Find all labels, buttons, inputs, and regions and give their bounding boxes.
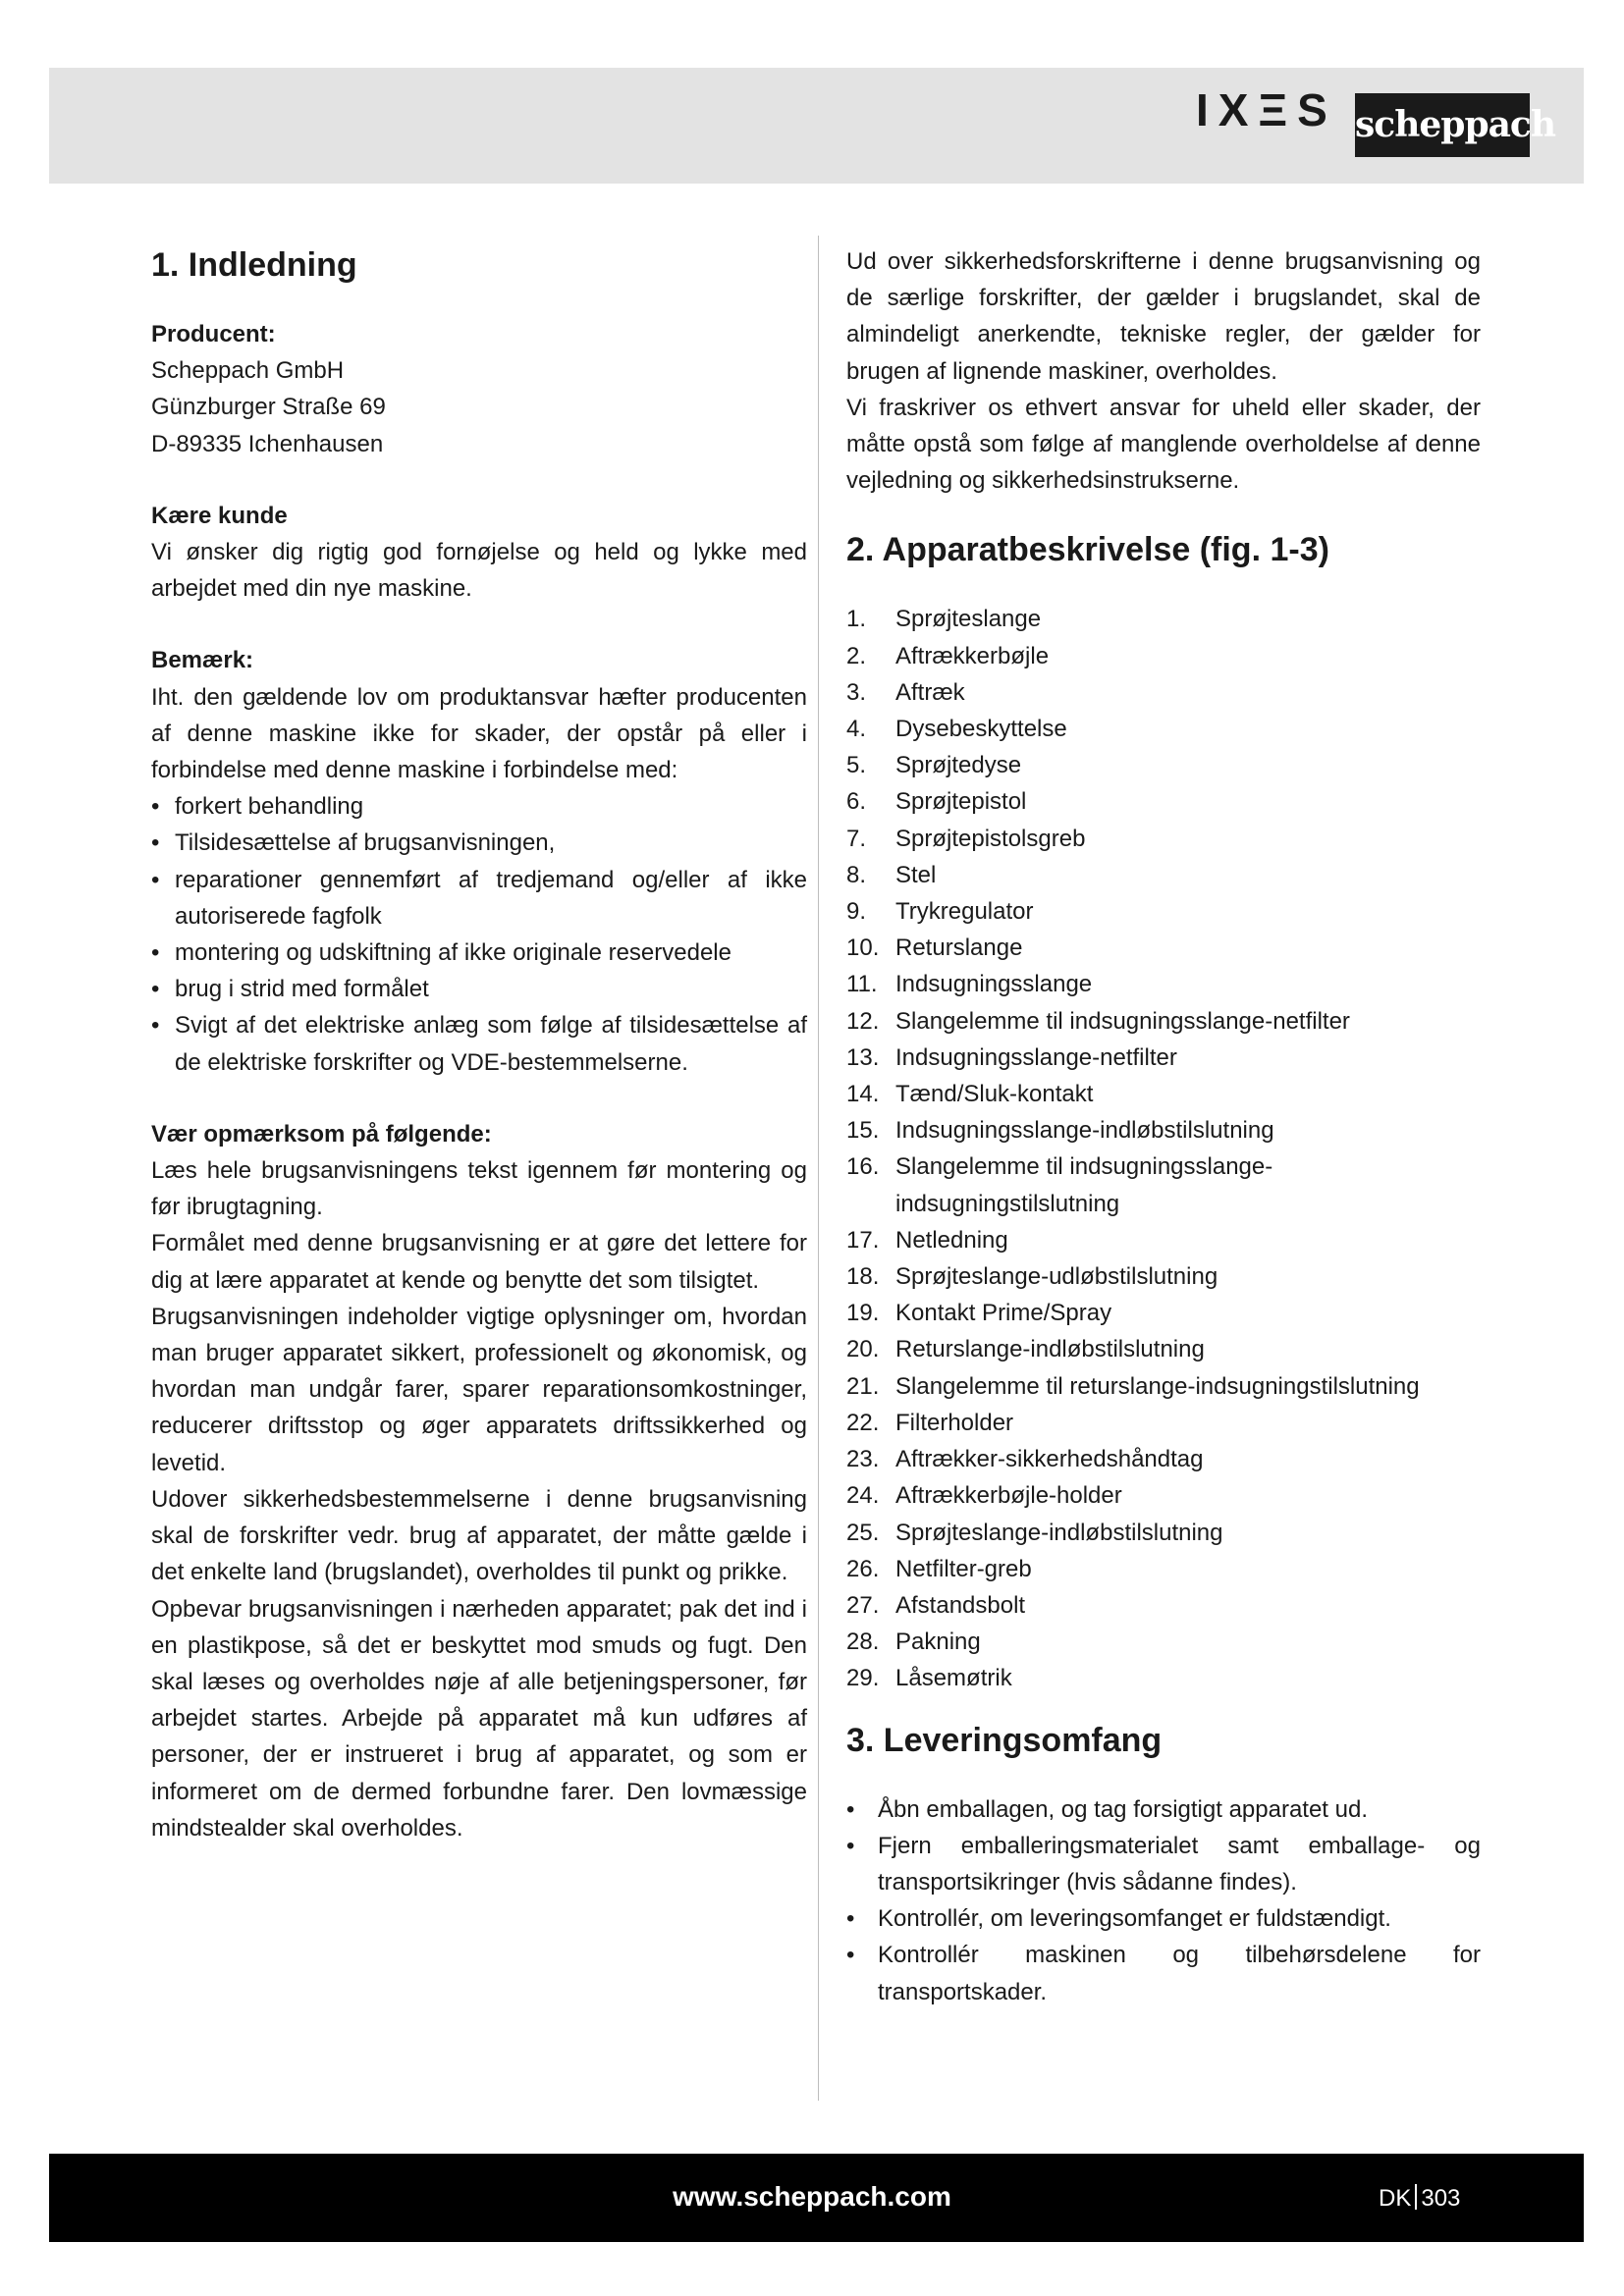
header-band: [49, 68, 1584, 184]
scheppach-logo: scheppach: [1355, 93, 1530, 157]
producer-line: D-89335 Ichenhausen: [151, 430, 384, 457]
list-item-text: Stel: [895, 861, 937, 888]
list-item-text: Indsugningsslange: [895, 971, 1093, 998]
list-item: • montering og udskiftning af ikke originale reservedele: [151, 934, 807, 971]
language-code: DK: [1379, 2185, 1412, 2212]
list-item: [846, 747, 1481, 783]
list-item-number: 13.: [846, 1043, 880, 1071]
list-item-text: Trykregulator: [895, 898, 1034, 926]
attention-paragraph: Formålet med denne brugsanvisning er at gøre det lettere for dig at lære apparatet at kende og benytte det som tilsigtet.: [151, 1230, 807, 1294]
list-item: • Åbn emballagen, og tag forsigtigt apparatet ud.: [846, 1791, 1481, 1828]
list-item-text: Aftrækkerbøjle-holder: [895, 1482, 1122, 1510]
list-item-number: 15.: [846, 1117, 880, 1145]
list-item-number: 6.: [846, 788, 867, 816]
list-item-text: Pakning: [895, 1629, 981, 1656]
list-item-number: 29.: [846, 1665, 880, 1692]
intro-paragraph: Vi fraskriver os ethvert ansvar for uheld eller skader, der måtte opstå som følge af manglende overholdelse af denne vejledning og sikkerhedsinstrukserne.: [846, 394, 1481, 495]
list-item-text: Indsugningsslange-indløbstilslutning: [895, 1117, 1274, 1145]
list-item-number: 12.: [846, 1007, 880, 1035]
list-item: • Kontrollér maskinen og tilbehørsdelene for transportskader.: [846, 1937, 1481, 2009]
list-item-number: 19.: [846, 1300, 880, 1327]
list-item-number: 27.: [846, 1591, 880, 1619]
list-item-number: 24.: [846, 1482, 880, 1510]
list-item-number: 10.: [846, 934, 880, 962]
list-item-text: Aftrækkerbøjle: [895, 642, 1050, 669]
left-column: [151, 243, 807, 1846]
list-item: [846, 1368, 1481, 1405]
list-item-text: Indsugningsslange-netfilter: [895, 1043, 1177, 1071]
attention-paragraph: Brugsanvisningen indeholder vigtige oplysninger om, hvordan man bruger apparatet sikkert, professionelt og økonomisk, og hvordan man undgår farer, sparer reparationsomkostninger, reducerer driftsstop og øger apparatets driftssikkerhed og levetid.: [151, 1303, 807, 1476]
list-item: [846, 1076, 1481, 1112]
list-item: [846, 966, 1481, 1002]
list-item-text: Filterholder: [895, 1409, 1014, 1436]
list-item: [846, 1258, 1481, 1295]
note-text: Iht. den gældende lov om produktansvar hæfter producenten af denne maskine ikke for skader, der opstår på eller i forbindelse med denne maskine i forbindelse med:: [151, 683, 807, 784]
list-item: [846, 1222, 1481, 1258]
list-item-number: 14.: [846, 1081, 880, 1108]
list-item-text: Netfilter-greb: [895, 1555, 1032, 1582]
producer-label: Producent:: [151, 321, 276, 347]
footer-page-number: [1379, 2183, 1460, 2215]
dear-customer-text: Vi ønsker dig rigtig god fornøjelse og held og lykke med arbejdet med din nye maskine.: [151, 539, 807, 603]
list-item: [846, 821, 1481, 857]
list-item-number: 28.: [846, 1629, 880, 1656]
list-item-text: Aftrækker-sikkerhedshåndtag: [895, 1446, 1204, 1473]
list-item-text: Returslange: [895, 934, 1023, 962]
list-item: • Fjern emballeringsmaterialet samt emballage- og transportsikringer (hvis sådanne findes).: [846, 1828, 1481, 1900]
list-item: [846, 1040, 1481, 1076]
list-item-text: Slangelemme til indsugningsslange-netfilter: [895, 1007, 1350, 1035]
list-item: • Kontrollér, om leveringsomfanget er fuldstændigt.: [846, 1900, 1481, 1937]
list-item-number: 16.: [846, 1153, 880, 1181]
list-item: [846, 893, 1481, 930]
list-item-number: 2.: [846, 642, 867, 669]
list-item-number: 4.: [846, 716, 867, 743]
separator: [1415, 2184, 1417, 2210]
list-item: [846, 1660, 1481, 1696]
list-item-number: 1.: [846, 606, 867, 633]
column-divider: [818, 236, 819, 2101]
list-item: • forkert behandling: [151, 788, 807, 825]
ixes-logo: IXΞS: [1196, 84, 1337, 135]
list-item: • Tilsidesættelse af brugsanvisningen,: [151, 825, 807, 861]
list-item-number: 22.: [846, 1409, 880, 1436]
list-item: [846, 857, 1481, 893]
note-bullet-list: [151, 788, 807, 1081]
list-item-text: Sprøjteslange-indløbstilslutning: [895, 1519, 1223, 1546]
list-item-text: Kontakt Prime/Spray: [895, 1300, 1112, 1327]
attention-label: Vær opmærksom på følgende:: [151, 1120, 492, 1148]
list-item: [846, 1477, 1481, 1514]
section-3-title: 3. Leveringsomfang: [846, 1721, 1163, 1759]
intro-paragraph: Ud over sikkerhedsforskrifterne i denne brugsanvisning og de særlige forskrifter, der gælder i brugslandet, skal de almindeligt anerkendte, tekniske regler, der gælder for brugen af lignende maskiner, overholdes.: [846, 248, 1481, 385]
list-item-number: 8.: [846, 861, 867, 888]
list-item-number: 5.: [846, 752, 867, 779]
list-item-number: 18.: [846, 1263, 880, 1291]
list-item: [846, 1551, 1481, 1587]
list-item-text: Sprøjteslange-udløbstilslutning: [895, 1263, 1218, 1291]
producer-line: Scheppach GmbH: [151, 357, 345, 385]
producer-line: Günzburger Straße 69: [151, 394, 386, 421]
section-2-title: 2. Apparatbeskrivelse (fig. 1-3): [846, 531, 1329, 569]
list-item-text: Returslange-indløbstilslutning: [895, 1336, 1205, 1363]
list-item: • brug i strid med formålet: [151, 971, 807, 1007]
list-item-text: Dysebeskyttelse: [895, 716, 1067, 743]
list-item-text: Afstandsbolt: [895, 1591, 1026, 1619]
list-item: • reparationer gennemført af tredjemand og/eller af ikke autoriserede fagfolk: [151, 862, 807, 934]
list-item-text: Sprøjtepistol: [895, 788, 1027, 816]
list-item: [846, 601, 1481, 637]
list-item-number: 23.: [846, 1446, 880, 1473]
list-item-text: Låsemøtrik: [895, 1665, 1012, 1692]
page-number: 303: [1421, 2185, 1461, 2212]
list-item-text: Slangelemme til indsugningsslange-indsugningstilslutning: [895, 1153, 1273, 1217]
list-item-text: Sprøjtedyse: [895, 752, 1022, 779]
list-item: [846, 1148, 1481, 1221]
parts-list: [846, 601, 1481, 1696]
list-item-number: 9.: [846, 898, 867, 926]
attention-paragraph: Opbevar brugsanvisningen i nærheden apparatet; pak det ind i en plastikpose, så det er beskyttet mod smuds og fugt. Den skal læses og overholdes nøje af alle betjeningspersoner, før arbejdet startes. Arbejde på apparatet må kun udføres af personer, der er instrueret i brug af apparatet, og som er informeret om de dermed forbundne farer. Den lovmæssige mindstealder skal overholdes.: [151, 1595, 807, 1842]
list-item: [846, 1515, 1481, 1551]
list-item: [846, 1331, 1481, 1367]
list-item: [846, 783, 1481, 820]
list-item: [846, 1441, 1481, 1477]
list-item-text: Sprøjteslange: [895, 606, 1042, 633]
list-item: [846, 1003, 1481, 1040]
list-item: [846, 711, 1481, 747]
list-item: [846, 1112, 1481, 1148]
list-item-number: 3.: [846, 678, 867, 706]
attention-paragraph: Udover sikkerhedsbestemmelserne i denne brugsanvisning skal de forskrifter vedr. brug af apparatet, der måtte gælde i det enkelte land (brugslandet), overholdes til punkt og prikke.: [151, 1485, 807, 1586]
list-item-number: 11.: [846, 971, 878, 998]
attention-paragraph: Læs hele brugsanvisningens tekst igennem før montering og før ibrugtagning.: [151, 1157, 807, 1221]
list-item-text: Slangelemme til returslange-indsugningstilslutning: [895, 1372, 1420, 1400]
delivery-bullet-list: [846, 1791, 1481, 2010]
list-item: [846, 930, 1481, 966]
section-1-title: 1. Indledning: [151, 246, 357, 284]
footer-website-link[interactable]: www.scheppach.com: [673, 2181, 951, 2212]
list-item: [846, 1624, 1481, 1660]
list-item: [846, 1587, 1481, 1624]
list-item-number: 20.: [846, 1336, 880, 1363]
list-item: [846, 638, 1481, 674]
dear-customer-label: Kære kunde: [151, 502, 288, 529]
right-column: [846, 243, 1481, 2010]
list-item-text: Aftræk: [895, 678, 965, 706]
list-item-text: Tænd/Sluk-kontakt: [895, 1081, 1094, 1108]
list-item-text: Sprøjtepistolsgreb: [895, 825, 1086, 852]
list-item: [846, 1295, 1481, 1331]
list-item: [846, 674, 1481, 711]
list-item: [846, 1405, 1481, 1441]
list-item-text: Netledning: [895, 1226, 1008, 1254]
list-item-number: 26.: [846, 1555, 880, 1582]
note-label: Bemærk:: [151, 647, 254, 674]
list-item: • Svigt af det elektriske anlæg som følge af tilsidesættelse af de elektriske forskrifter og VDE-bestemmelserne.: [151, 1007, 807, 1080]
list-item-number: 17.: [846, 1226, 880, 1254]
list-item-number: 25.: [846, 1519, 880, 1546]
list-item-number: 7.: [846, 825, 867, 852]
list-item-number: 21.: [846, 1372, 880, 1400]
